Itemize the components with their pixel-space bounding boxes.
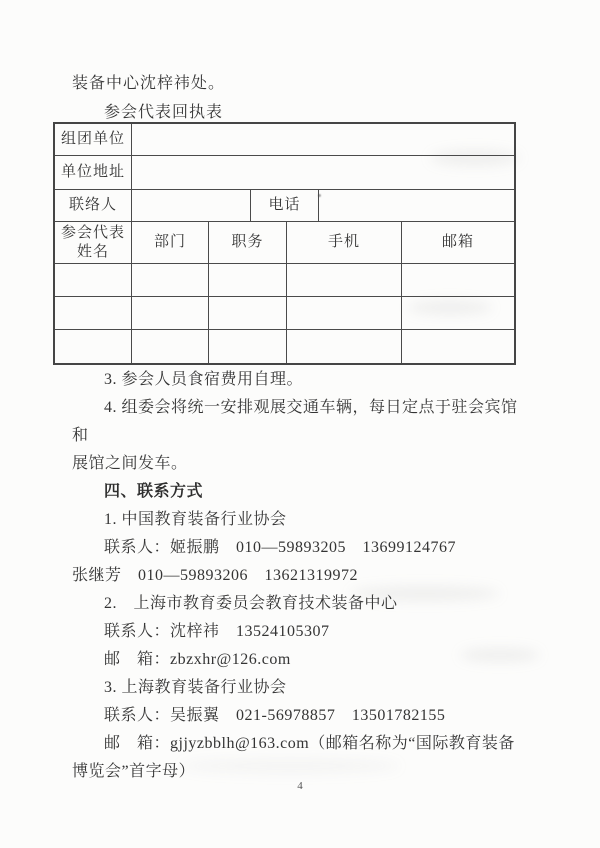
empty-cell	[402, 264, 514, 296]
column-header-mobile: 手机	[287, 222, 402, 263]
empty-cell	[287, 297, 402, 329]
empty-cell	[402, 330, 514, 363]
org3-contact: 联系人：吴振翼 021-56978857 13501782155	[104, 707, 446, 724]
empty-cell	[287, 264, 402, 296]
intro-line: 装备中心沈梓祎处。	[72, 75, 226, 92]
org3-title: 3. 上海教育装备行业协会	[104, 679, 287, 696]
org1-contact-2: 张继芳 010—59893206 13621319972	[72, 567, 359, 584]
org3-email-line2: 博览会”首字母）	[72, 763, 196, 780]
contacts-heading: 四、联系方式	[104, 483, 204, 500]
column-header-email: 邮箱	[441, 234, 474, 250]
document-body	[72, 366, 530, 786]
table-empty-row	[55, 264, 514, 297]
empty-cell	[132, 330, 209, 363]
note-4-line1: 4. 组委会将统一安排观展交通车辆，每日定点于驻会宾馆和	[72, 399, 518, 444]
column-header-dept: 部门	[132, 222, 209, 263]
empty-cell	[55, 330, 132, 363]
empty-cell	[55, 264, 132, 296]
liaison-field	[132, 190, 251, 221]
table-header-row	[55, 222, 514, 264]
org1-title: 1. 中国教育装备行业协会	[104, 511, 287, 528]
org3-email-line1: 邮 箱：gjjyzbblh@163.com（邮箱名称为“国际教育装备	[104, 735, 515, 752]
empty-cell	[402, 297, 514, 329]
org2-email: 邮 箱：zbzxhr@126.com	[104, 651, 291, 668]
empty-cell	[209, 330, 287, 363]
note-3: 3. 参会人员食宿费用自理。	[104, 371, 304, 388]
unit-address-field	[132, 156, 514, 189]
page-number: 4	[297, 780, 303, 792]
table-row-liaison	[55, 190, 514, 222]
row-label-phone: 电话	[251, 190, 319, 221]
row-label-group-unit: 组团单位	[55, 124, 132, 155]
row-label-unit-address: 单位地址	[55, 156, 132, 189]
empty-cell	[209, 297, 287, 329]
table-row-group-unit	[55, 124, 514, 156]
row-label-liaison: 联络人	[55, 190, 132, 221]
column-header-duty: 职务	[209, 222, 287, 263]
empty-cell	[209, 264, 287, 296]
group-unit-field	[132, 124, 514, 155]
empty-cell	[132, 264, 209, 296]
table-empty-row	[55, 330, 514, 363]
org2-title: 2. 上海市教育委员会教育技术装备中心	[104, 595, 398, 612]
empty-cell	[55, 297, 132, 329]
empty-cell	[287, 330, 402, 363]
note-4-line2: 展馆之间发车。	[72, 455, 188, 472]
phone-field	[319, 190, 514, 221]
reply-table	[53, 122, 516, 365]
org1-contact-1: 联系人：姬振鹏 010—59893205 13699124767	[104, 539, 457, 556]
column-header-delegate-name: 参会代表姓名	[55, 222, 132, 263]
table-row-unit-address	[55, 156, 514, 190]
org2-contact: 联系人：沈梓祎 13524105307	[104, 623, 330, 640]
table-title: 参会代表回执表	[104, 104, 224, 121]
table-empty-row	[55, 297, 514, 330]
empty-cell	[132, 297, 209, 329]
